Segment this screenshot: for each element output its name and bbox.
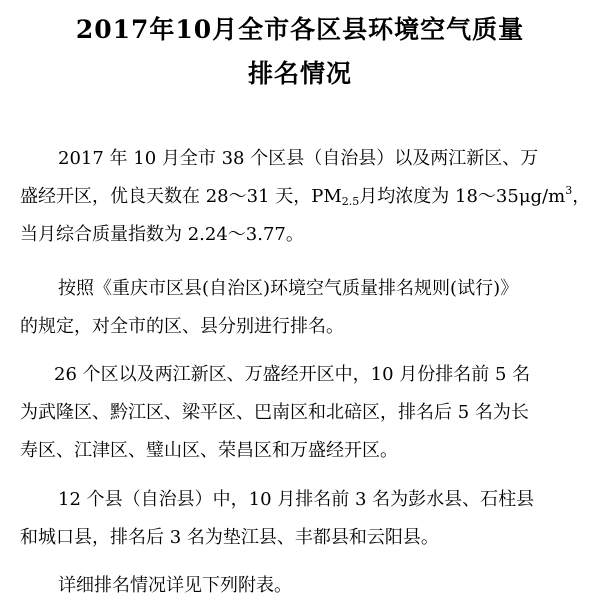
paragraph-line: 和城口县，排名后 3 名为垫江县、丰都县和云阳县。 — [20, 527, 439, 548]
text-run: 月均浓度为 18～35μg/m — [359, 186, 566, 207]
subscript: 2.5 — [341, 195, 360, 208]
paragraph-line: 详细排名情况详见下列附表。 — [58, 575, 292, 596]
paragraph-line: 2017 年 10 月全市 38 个区县（自治县）以及两江新区、万 — [58, 148, 539, 169]
paragraph-line: 26 个区以及两江新区、万盛经开区中，10 月份排名前 5 名 — [54, 364, 531, 385]
document-title-line-1: 2017年10月全市各区县环境空气质量 — [75, 15, 525, 44]
paragraph-county-ranking — [20, 481, 590, 557]
paragraph-summary — [20, 140, 590, 254]
text-run: ， — [572, 186, 591, 207]
paragraph-line: 为武隆区、黔江区、梁平区、巴南区和北碚区，排名后 5 名为长 — [20, 402, 529, 423]
paragraph-line — [20, 178, 590, 216]
paragraph-appendix-note — [20, 567, 590, 605]
paragraph-line: 当月综合质量指数为 2.24～3.77。 — [20, 224, 304, 245]
text-run: 盛经开区，优良天数在 28～31 天，PM — [20, 186, 342, 207]
paragraph-rules — [20, 270, 590, 346]
superscript: 3 — [565, 184, 573, 197]
paragraph-line: 12 个县（自治县）中，10 月排名前 3 名为彭水县、石柱县 — [58, 489, 535, 510]
paragraph-line: 寿区、江津区、璧山区、荣昌区和万盛经开区。 — [20, 440, 398, 461]
document-title-line-2: 排名情况 — [247, 59, 352, 88]
paragraph-line: 按照《重庆市区县(自治区)环境空气质量排名规则(试行)》 — [58, 278, 519, 299]
paragraph-line: 的规定，对全市的区、县分别进行排名。 — [20, 316, 344, 337]
paragraph-district-ranking — [20, 356, 590, 470]
